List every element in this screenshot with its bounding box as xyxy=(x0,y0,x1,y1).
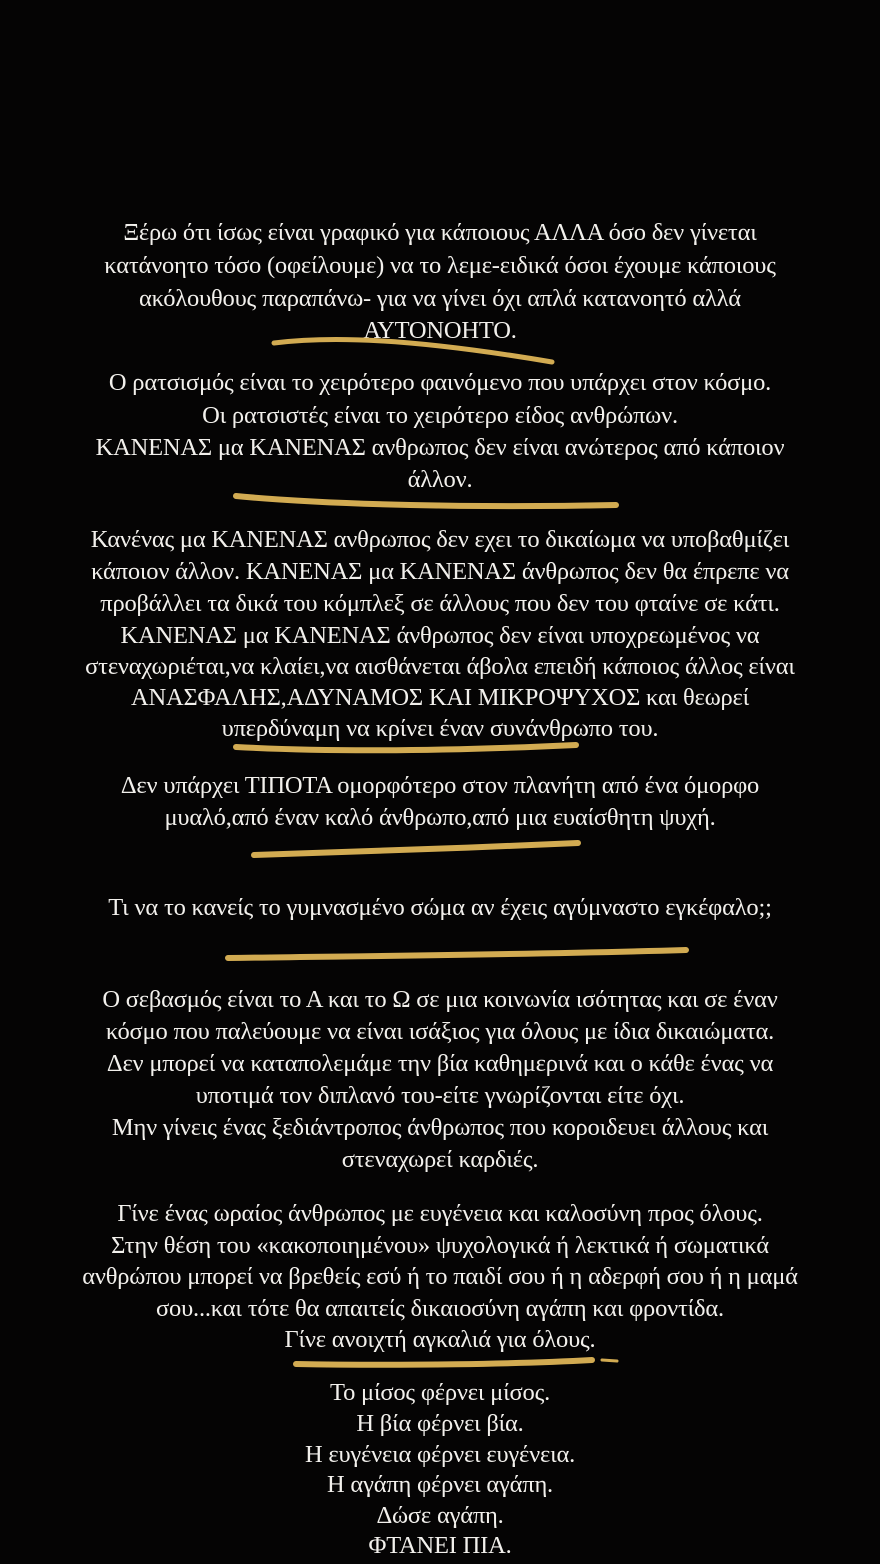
text-line: Η αγάπη φέρνει αγάπη. xyxy=(327,1471,553,1498)
text-line: Ξέρω ότι ίσως είναι γραφικό για κάποιους ΑΛΛΑ όσο δεν γίνεται xyxy=(123,219,757,246)
text-line: Ο ρατσισμός είναι το χειρότερο φαινόμενο που υπάρχει στον κόσμο. xyxy=(108,369,772,396)
text-line: Μην γίνεις ένας ξεδιάντροπος άνθρωπος που κοροιδευει άλλους και xyxy=(111,1114,769,1141)
text-line: κάποιον άλλον. ΚΑΝΕΝΑΣ μα ΚΑΝΕΝΑΣ άνθρωπος δεν θα έπρεπε να xyxy=(91,558,789,585)
text-line: ακόλουθους παραπάνω- για να γίνει όχι απλά κατανοητό αλλά xyxy=(139,285,741,312)
text-line: Οι ρατσιστές είναι το χειρότερο είδος ανθρώπων. xyxy=(202,402,678,429)
text-line: ανθρώπου μπορεί να βρεθείς εσύ ή το παιδί σου ή η αδερφή σου ή η μαμά xyxy=(82,1263,798,1290)
text-line: Η ευγένεια φέρνει ευγένεια. xyxy=(304,1441,576,1468)
text-line: κατάνοητο τόσο (οφείλουμε) να το λεμε-ειδικά όσοι έχουμε κάποιους xyxy=(104,252,776,279)
gold-divider-stroke xyxy=(236,745,576,750)
text-line: ΚΑΝΕΝΑΣ μα ΚΑΝΕΝΑΣ άνθρωπος δεν είναι υποχρεωμένος να xyxy=(120,622,760,649)
gold-divider-stroke xyxy=(254,843,578,855)
text-line: Δεν υπάρχει ΤΙΠΟΤΑ ομορφότερο στον πλανήτη από ένα όμορφο xyxy=(120,772,760,799)
text-line: Γίνε ανοιχτή αγκαλιά για όλους. xyxy=(284,1326,596,1353)
text-line: υπερδύναμη να κρίνει έναν συνάνθρωπο του. xyxy=(221,715,659,742)
text-line: σου...και τότε θα απαιτείς δικαιοσύνη αγάπη και φροντίδα. xyxy=(156,1295,724,1322)
text-line: Κανένας μα ΚΑΝΕΝΑΣ ανθρωπος δεν εχει το δικαίωμα να υποβαθμίζει xyxy=(90,526,790,553)
text-line: Το μίσος φέρνει μίσος. xyxy=(329,1379,550,1406)
text-line: Η βία φέρνει βία. xyxy=(356,1410,524,1437)
text-line: Τι να το κανείς το γυμνασμένο σώμα αν έχεις αγύμναστο εγκέφαλο;; xyxy=(108,894,772,921)
text-line: Δώσε αγάπη. xyxy=(376,1502,504,1529)
gold-divider-stroke xyxy=(228,950,686,958)
text-line: Δεν μπορεί να καταπολεμάμε την βία καθημερινά και ο κάθε ένας να xyxy=(106,1050,774,1077)
text-line: στεναχωρεί καρδιές. xyxy=(341,1146,539,1173)
text-line: άλλον. xyxy=(407,466,473,493)
text-line: στεναχωριέται,να κλαίει,να αισθάνεται άβολα επειδή κάποιος άλλος είναι xyxy=(85,653,795,680)
gold-divider-stroke xyxy=(296,1360,592,1365)
text-line: Ο σεβασμός είναι το Α και το Ω σε μια κοινωνία ισότητας και σε έναν xyxy=(102,986,778,1013)
text-line: Γίνε ένας ωραίος άνθρωπος με ευγένεια και καλοσύνη προς όλους. xyxy=(117,1200,763,1227)
gold-divider-stroke xyxy=(602,1360,617,1361)
divider-group xyxy=(228,339,686,1364)
text-line: μυαλό,από έναν καλό άνθρωπο,από μια ευαίσθητη ψυχή. xyxy=(164,804,716,831)
text-line: ΚΑΝΕΝΑΣ μα ΚΑΝΕΝΑΣ ανθρωπος δεν είναι ανώτερος από κάποιον xyxy=(95,434,785,461)
text-line: ΑΥΤΟΝΟΗΤΟ. xyxy=(363,317,517,344)
text-line: προβάλλει τα δικά του κόμπλεξ σε άλλους που δεν του φταίνε σε κάτι. xyxy=(100,590,780,617)
text-line: Στην θέση του «κακοποιημένου» ψυχολογικά ή λεκτικά ή σωματικά xyxy=(111,1232,769,1259)
text-line: ΑΝΑΣΦΑΛΗΣ,ΑΔΥΝΑΜΟΣ ΚΑΙ ΜΙΚΡΟΨΥΧΟΣ και θεωρεί xyxy=(130,684,750,711)
gold-divider-stroke xyxy=(236,496,616,506)
text-line: υποτιμά τον διπλανό του-είτε γνωρίζονται είτε όχι. xyxy=(195,1082,685,1109)
gold-divider-stroke xyxy=(274,339,552,362)
text-line: ΦΤΑΝΕΙ ΠΙΑ. xyxy=(368,1532,512,1559)
text-line: κόσμο που παλεύουμε να είναι ισάξιος για όλους με ίδια δικαιώματα. xyxy=(105,1018,775,1045)
